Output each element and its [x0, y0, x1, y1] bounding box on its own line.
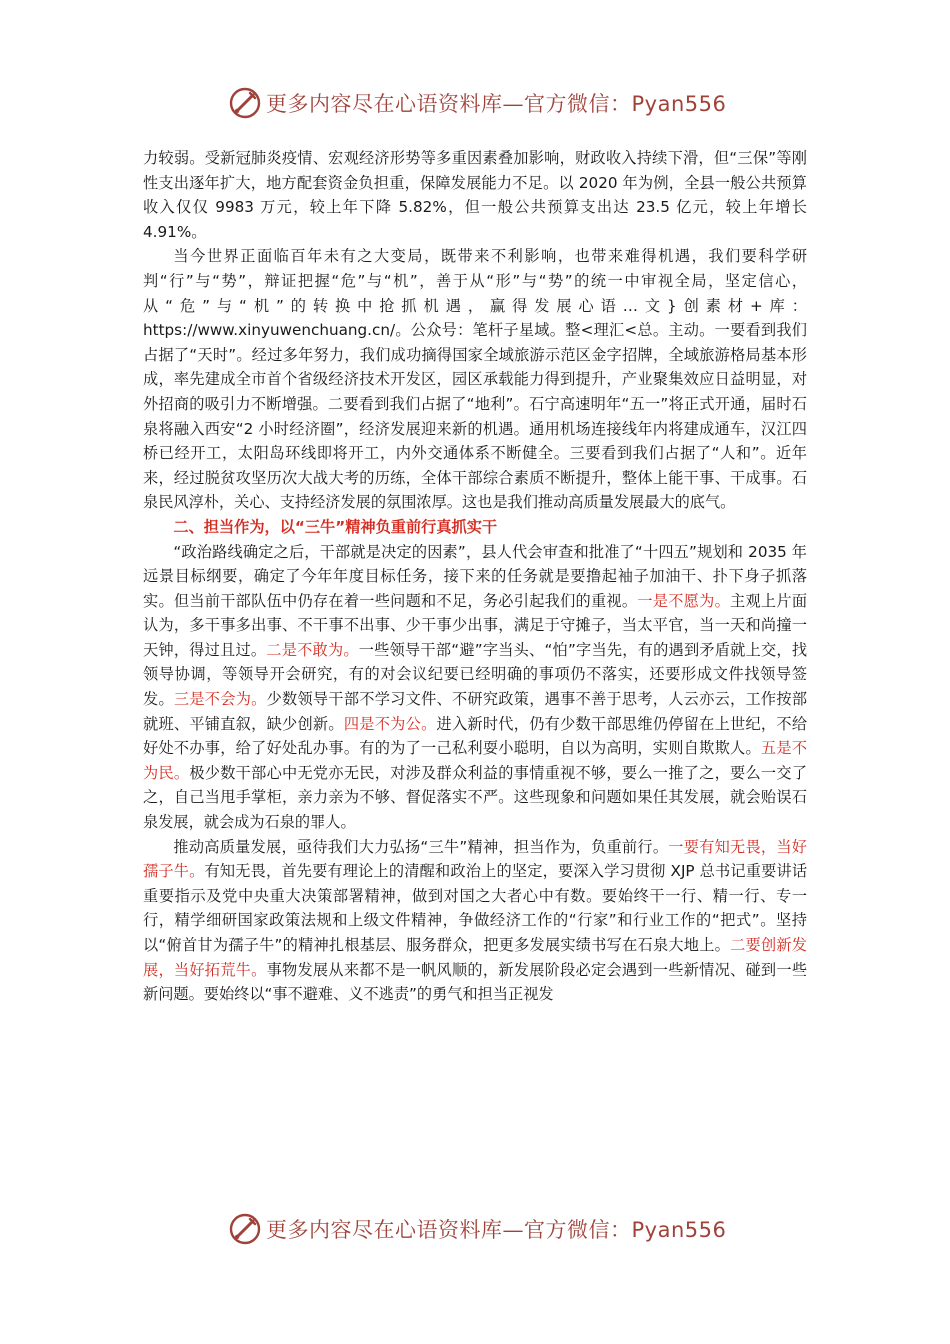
header-banner [228, 86, 726, 120]
section-heading-2: 二、担当作为，以“三牛”精神负重前行真抓实干 [173, 517, 498, 536]
banner-text: 更多内容尽在心语资料库—官方微信：Pyan556 [266, 1218, 727, 1242]
highlight-point-4: 四是不为公。 [343, 714, 437, 733]
paragraph-3: “政治路线确定之后，干部就是决定的因素”，县人代会审查和批准了“十四五”规划和 2035 年远景目标纲要，确定了今年年度目标任务，接下来的任务就是要撸起袖子加油干、扑下身子抓落实。但当前干部队伍中仍存在着一些问题和不足，务必引起我们的重视。一是不愿为。主观上片面认为，多干事多出事、不干事不出事、少干事少出事，满足于守摊子，当太平官，当一天和尚撞一天钟，得过且过。二是不敢为。一些领导干部“避”字当头、“怕”字当先，有的遇到矛盾就上交，找领导协调，等领导开会研究，有的对会议纪要已经明确的事项仍不落实，还要形成文件找领导签发。三是不会为。少数领导干部不学习文件、不研究政策，遇事不善于思考，人云亦云，工作按部就班、平铺直叙，缺少创新。四是不为公。进入新时代，仍有少数干部思维仍停留在上世纪，不给好处不办事，给了好处乱办事。有的为了一己私利耍小聪明，自以为高明，实则自欺欺人。五是不为民。极少数干部心中无党亦无民，对涉及群众利益的事情重视不够，要么一推了之，要么一交了之，自己当甩手掌柜，亲力亲为不够、督促落实不严。这些现象和问题如果任其发展，就会贻误石泉发展，就会成为石泉的罪人。 [143, 542, 808, 832]
highlight-point-3: 三是不会为。 [173, 690, 267, 709]
pen-circle-icon [228, 1212, 262, 1246]
highlight-point-2: 二是不敢为。 [266, 640, 359, 659]
highlight-requirement-1: 一要有知无畏，当好孺子牛。 [143, 837, 807, 881]
paragraph-4: 推动高质量发展，亟待我们大力弘扬“三牛”精神，担当作为，负重前行。一要有知无畏，当好孺子牛。有知无畏，首先要有理论上的清醒和政治上的坚定，要深入学习贯彻 XJP 总书记重要讲话重要指示及党中央重大决策部署精神，做到对国之大者心中有数。要始终干一行、精一行、专一行，精学细研国家政策法规和上级文件精神，争做经济工作的“行家”和行业工作的“把式”。坚持以“俯首甘为孺子牛”的精神扎根基层、服务群众，把更多发展实绩书写在石泉大地上。二要创新发展，当好拓荒牛。事物发展从来都不是一帆风顺的，新发展阶段必定会遇到一些新情况、碰到一些新问题。要始终以“事不避难、义不逃责”的勇气和担当正视发 [143, 837, 808, 1004]
pen-circle-icon [228, 86, 262, 120]
banner-text: 更多内容尽在心语资料库—官方微信：Pyan556 [266, 92, 727, 116]
footer-banner [228, 1212, 726, 1246]
highlight-requirement-2: 二要创新发展，当好拓荒牛。 [143, 936, 807, 979]
highlight-point-1: 一是不愿为。 [637, 591, 731, 610]
paragraph-1: 力较弱。受新冠肺炎疫情、宏观经济形势等多重因素叠加影响，财政收入持续下滑，但“三保”等刚性支出逐年扩大，地方配套资金负担重，保障发展能力不足。以 2020 年为例，全县一般公共预算收入仅仅 9983 万元，较上年下降 5.82%，但一般公共预算支出达 23.5 亿元，较上年增长 4.91%。 [143, 149, 807, 241]
highlight-point-5: 五是不为民。 [143, 739, 808, 782]
paragraph-2: 当今世界正面临百年未有之大变局，既带来不利影响，也带来难得机遇，我们要科学研判“行”与“势”，辩证把握“危”与“机”，善于从“形”与“势”的统一中审视全局，坚定信心，从“危”与“机”的转换中抢抓机遇，赢得发展心语…文}创素材+库：https://www.xinyuwenchuang.cn/。公众号：笔杆子星域。整<理汇<总。主动。一要看到我们占据了“天时”。经过多年努力，我们成功摘得国家全域旅游示范区金字招牌，全域旅游格局基本形成，率先建成全市首个省级经济技术开发区，园区承载能力得到提升，产业聚集效应日益明显，对外招商的吸引力不断增强。二要看到我们占据了“地利”。石宁高速明年“五一”将正式开通，届时石泉将融入西安“2 小时经济圈”，经济发展迎来新的机遇。通用机场连接线年内将建成通车，汉江四桥已经开工，太阳岛环线即将开工，内外交通体系不断健全。三要看到我们占据了“人和”。近年来，经过脱贫攻坚历次大战大考的历练，全体干部综合素质不断提升，整体上能干事、干成事。石泉民风淳朴，关心、支持经济发展的氛围浓厚。这也是我们推动高质量发展最大的底气。 [143, 247, 807, 512]
document-body [143, 146, 807, 1007]
